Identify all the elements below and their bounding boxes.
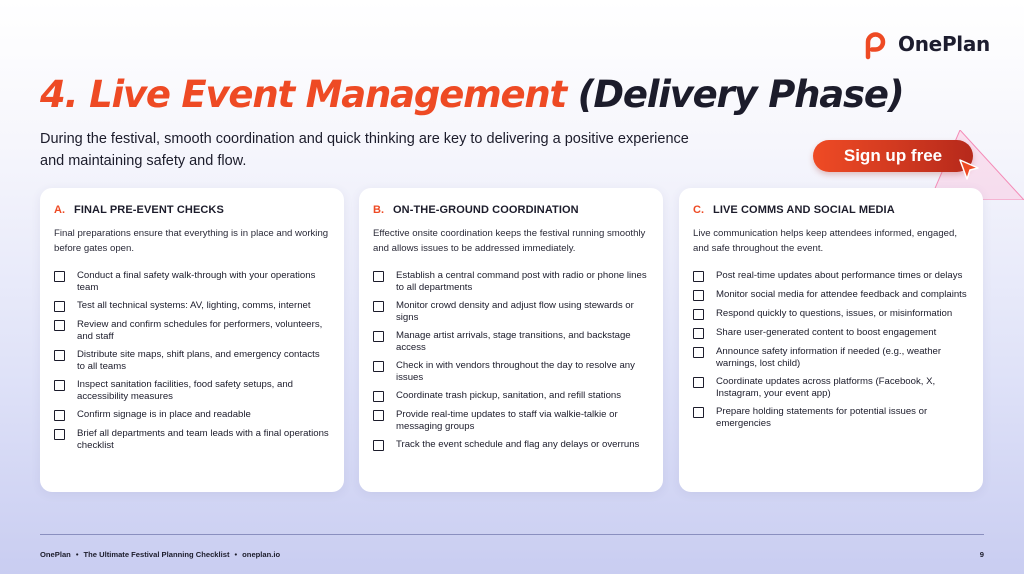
checklist-item — [373, 270, 649, 293]
card-title: ON-THE-GROUND COORDINATION — [393, 204, 579, 216]
card-heading — [693, 204, 969, 216]
checkbox[interactable] — [54, 429, 65, 440]
brand-name: OnePlan — [898, 32, 990, 56]
checkbox[interactable] — [693, 271, 704, 282]
checklist-item — [54, 409, 330, 421]
checkbox[interactable] — [54, 380, 65, 391]
checklist-item — [693, 289, 969, 301]
checklist — [54, 270, 330, 451]
checklist-item-text: Track the event schedule and flag any delays or overruns — [396, 439, 640, 450]
sign-up-label: Sign up free — [843, 146, 943, 165]
checklist-item — [693, 406, 969, 429]
checklist-item — [373, 439, 649, 451]
checklist-item — [54, 349, 330, 372]
checklist-item — [373, 330, 649, 353]
checklist-item-text: Post real-time updates about performance times or delays — [716, 270, 963, 281]
checkbox[interactable] — [693, 377, 704, 388]
checklist-item-text: Brief all departments and team leads with a final operations checklist — [77, 428, 329, 451]
card-live-comms-and-social-media — [679, 188, 983, 492]
checklist-item-text: Test all technical systems: AV, lighting, comms, internet — [77, 300, 311, 311]
checklist-item-text: Manage artist arrivals, stage transitions, and backstage access — [396, 330, 631, 353]
checklist-item-text: Share user-generated content to boost engagement — [716, 327, 937, 338]
checklist-item — [54, 428, 330, 451]
checkbox[interactable] — [693, 407, 704, 418]
footer-brand: OnePlan — [40, 550, 71, 559]
checkbox[interactable] — [54, 271, 65, 282]
checklist-item — [693, 308, 969, 320]
card-final-pre-event-checks — [40, 188, 344, 492]
checkbox[interactable] — [373, 410, 384, 421]
checklist-item — [373, 390, 649, 402]
page-number: 9 — [979, 550, 984, 559]
checklist-item-text: Monitor crowd density and adjust flow using stewards or signs — [396, 300, 634, 323]
checklist-item-text: Prepare holding statements for potential issues or emergencies — [716, 406, 928, 429]
checklist-item-text: Check in with vendors throughout the day to resolve any issues — [396, 360, 635, 383]
brand-logo[interactable] — [858, 28, 990, 60]
checkbox[interactable] — [373, 361, 384, 372]
checkbox[interactable] — [693, 309, 704, 320]
checklist-item — [693, 327, 969, 339]
checkbox[interactable] — [54, 301, 65, 312]
page-title — [40, 73, 903, 116]
footer-info — [40, 550, 280, 559]
checklist-item — [373, 300, 649, 323]
checkbox[interactable] — [693, 347, 704, 358]
checkbox[interactable] — [373, 271, 384, 282]
checklist-item — [54, 379, 330, 402]
card-on-the-ground-coordination — [359, 188, 663, 492]
cursor-arrow-icon — [958, 158, 980, 182]
footer-site-link[interactable]: oneplan.io — [242, 550, 281, 559]
checklist-item-text: Confirm signage is in place and readable — [77, 409, 251, 420]
oneplan-logo-icon — [858, 28, 890, 60]
checklist-item — [693, 376, 969, 399]
checkbox[interactable] — [54, 410, 65, 421]
footer-divider — [40, 534, 984, 535]
checkbox[interactable] — [693, 290, 704, 301]
checklist-item-text: Establish a central command post with radio or phone lines to all departments — [396, 270, 647, 293]
checklist-item-text: Inspect sanitation facilities, food safety setups, and accessibility measures — [77, 379, 293, 402]
checklist-item — [693, 270, 969, 282]
checklist-item — [54, 319, 330, 342]
card-letter: C. — [693, 204, 704, 216]
card-title: FINAL PRE-EVENT CHECKS — [74, 204, 224, 216]
title-accent: 4. Live Event Management — [40, 73, 566, 116]
checklist-item-text: Announce safety information if needed (e.g., weather warnings, lost child) — [716, 346, 942, 369]
title-rest: (Delivery Phase) — [565, 73, 904, 116]
checkbox[interactable] — [54, 350, 65, 361]
footer-separator: • — [234, 550, 238, 559]
card-letter: A. — [54, 204, 65, 216]
checklist — [693, 270, 969, 429]
checklist — [373, 270, 649, 451]
checkbox[interactable] — [373, 440, 384, 451]
checklist-item-text: Respond quickly to questions, issues, or misinformation — [716, 308, 953, 319]
checklist-item-text: Conduct a final safety walk-through with your operations team — [77, 270, 316, 293]
checkbox[interactable] — [693, 328, 704, 339]
checklist-item-text: Review and confirm schedules for performers, volunteers, and staff — [77, 319, 323, 342]
checklist-item — [54, 270, 330, 293]
card-description: Final preparations ensure that everything is in place and working before gates open. — [54, 228, 329, 254]
checklist-item — [693, 346, 969, 369]
checklist-item-text: Coordinate updates across platforms (Facebook, X, Instagram, your event app) — [716, 376, 936, 399]
checkbox[interactable] — [373, 301, 384, 312]
checkbox[interactable] — [54, 320, 65, 331]
checklist-item-text: Distribute site maps, shift plans, and emergency contacts to all teams — [77, 349, 320, 372]
checklist-item-text: Provide real-time updates to staff via walkie-talkie or messaging groups — [396, 409, 618, 432]
checklist-item-text: Coordinate trash pickup, sanitation, and refill stations — [396, 390, 622, 401]
card-description: Effective onsite coordination keeps the festival running smoothly and allows issues to be addressed immediately. — [373, 228, 646, 254]
card-heading — [373, 204, 649, 216]
card-description: Live communication helps keep attendees informed, engaged, and safe throughout the event. — [693, 228, 957, 254]
sign-up-button[interactable] — [813, 140, 973, 172]
checkbox[interactable] — [373, 391, 384, 402]
checklist-item — [54, 300, 330, 312]
footer-separator: • — [75, 550, 79, 559]
card-letter: B. — [373, 204, 384, 216]
checkbox[interactable] — [373, 331, 384, 342]
card-title: LIVE COMMS AND SOCIAL MEDIA — [713, 204, 895, 216]
card-heading — [54, 204, 330, 216]
intro-text: During the festival, smooth coordination and quick thinking are key to delivering a positive experience and maintaining safety and flow. — [40, 131, 689, 169]
footer-doc-title: The Ultimate Festival Planning Checklist — [83, 550, 230, 559]
checklist-item-text: Monitor social media for attendee feedback and complaints — [716, 289, 967, 300]
checklist-item — [373, 360, 649, 383]
checklist-item — [373, 409, 649, 432]
